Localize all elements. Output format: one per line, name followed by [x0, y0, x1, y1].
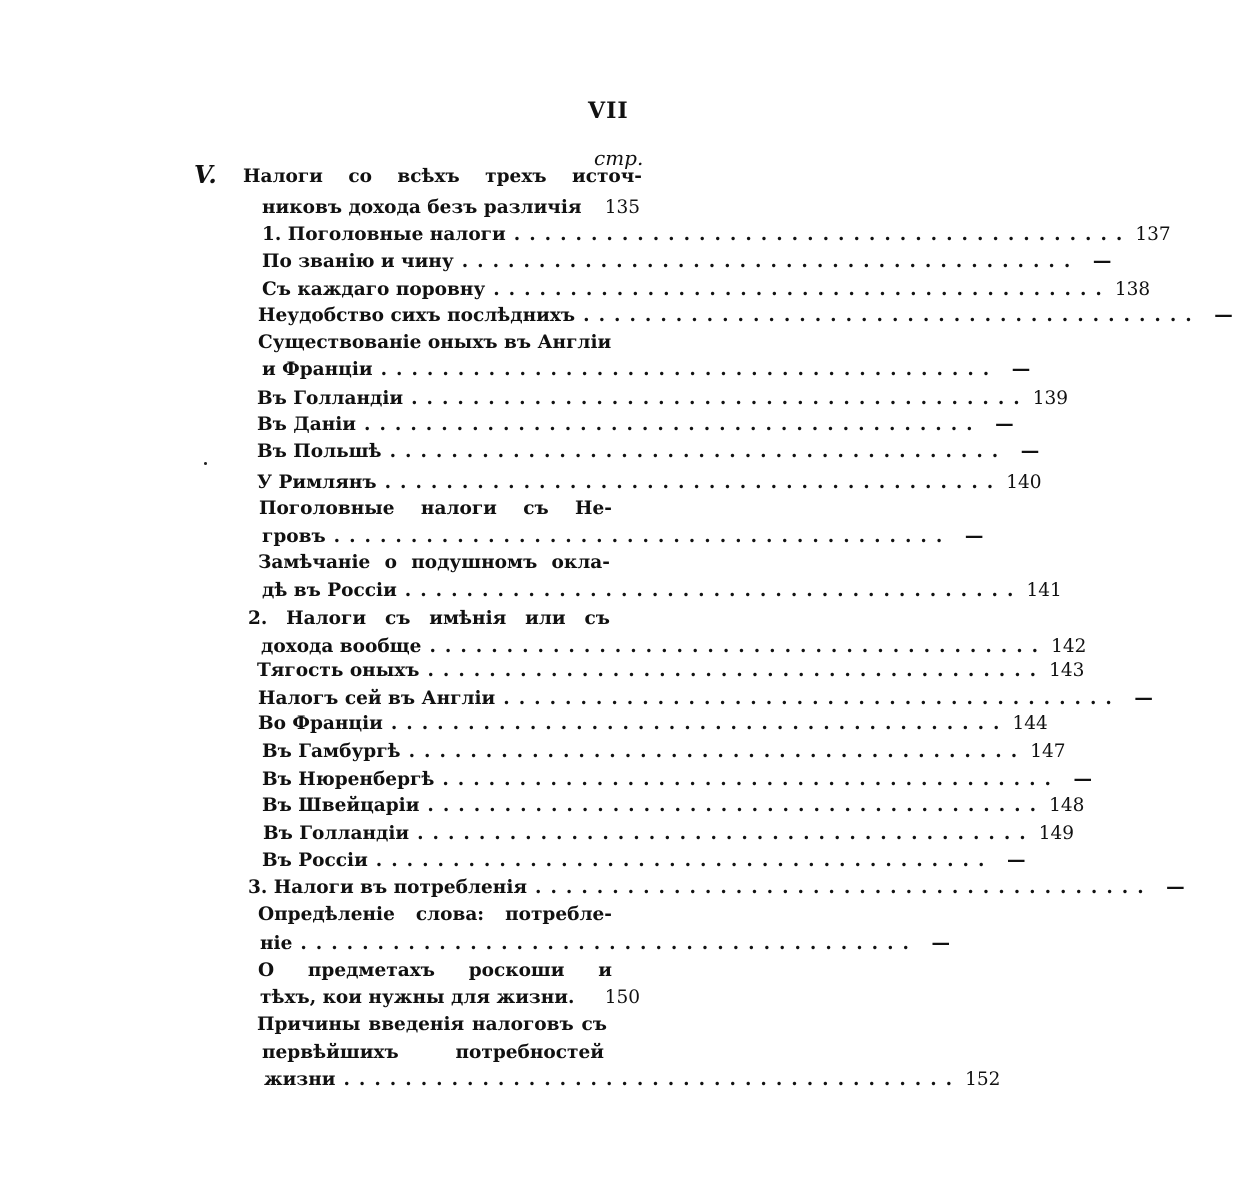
toc-leader-dots: ........................................	[389, 441, 1008, 462]
toc-entry-page: 138	[1114, 279, 1151, 300]
toc-leader-dots: ........................................	[535, 877, 1153, 898]
toc-leader-dots: ........................................	[427, 795, 1046, 816]
toc-leader-dots: ........................................	[513, 224, 1132, 245]
toc-entry-page: —	[995, 414, 1014, 435]
toc-leader-dots: ........................................	[380, 359, 999, 380]
toc-leader-dots: ........................................	[429, 636, 1048, 657]
toc-leader-dots: ........................................	[461, 251, 1080, 272]
toc-entry-title: Въ Россіи	[262, 850, 368, 871]
toc-entry	[248, 877, 1185, 904]
toc-leader-dots: ........................................	[583, 305, 1201, 326]
toc-leader-dots: ........................................	[300, 933, 918, 954]
toc-entry-title: 3. Налоги въ потребленія	[248, 877, 528, 898]
toc-entry-page: 135	[604, 197, 640, 218]
toc-entry-word: Налоги	[243, 166, 323, 187]
toc-entry-word: Налоги	[286, 608, 367, 629]
toc-entry-title: По званію и чину	[262, 251, 454, 272]
toc-leader-dots: ........................................	[417, 823, 1035, 844]
toc-entry-title: Въ Голландіи	[263, 823, 410, 844]
toc-entry-title: Во Франціи	[258, 713, 383, 734]
toc-entry-title: Въ Польшѣ	[257, 441, 382, 462]
toc-entry-word: Замѣчаніе	[258, 552, 371, 573]
toc-entry-title: У Римлянъ	[257, 472, 377, 493]
toc-entry-word: введенія	[368, 1014, 465, 1035]
toc-entry-title: дѣ въ Россіи	[262, 580, 397, 601]
toc-entry	[258, 904, 612, 931]
toc-entry-page: —	[964, 526, 984, 547]
toc-entry-page: 150	[604, 987, 640, 1008]
section-marker: V.	[194, 160, 217, 189]
toc-entry	[263, 823, 1075, 850]
toc-entry-title: и Франціи	[262, 359, 373, 380]
toc-entry	[262, 741, 1066, 768]
toc-leader-dots: ........................................	[375, 850, 994, 871]
toc-entry	[257, 414, 1014, 441]
toc-entry-page: 152	[965, 1069, 1001, 1090]
toc-leader-dots: ........................................	[390, 713, 1009, 734]
toc-entry-page: 140	[1006, 472, 1042, 493]
toc-leader-dots: ........................................	[343, 1069, 962, 1090]
toc-entry	[257, 1014, 607, 1041]
toc-entry-word: Причины	[257, 1014, 361, 1035]
toc-entry-word: со	[348, 166, 372, 187]
toc-entry	[258, 332, 612, 359]
toc-entry	[261, 636, 1087, 663]
toc-entry-word: Опредѣленіе	[258, 904, 395, 925]
toc-entry	[258, 713, 1048, 740]
toc-entry	[262, 251, 1112, 278]
toc-entry	[260, 933, 950, 960]
toc-entry-word: съ	[523, 498, 549, 519]
toc-entry-page: —	[931, 933, 950, 954]
toc-entry-word: предметахъ	[307, 960, 435, 981]
toc-entry-title: Въ Голландіи	[257, 388, 404, 409]
toc-entry-word: Не-	[575, 498, 612, 519]
toc-entry-word: трехъ	[485, 166, 547, 187]
toc-entry-word: съ	[584, 608, 610, 629]
toc-leader-dots: ........................................	[442, 769, 1060, 790]
toc-entry	[262, 197, 640, 224]
toc-entry	[257, 388, 1069, 415]
toc-entry-word: источ-	[571, 166, 642, 187]
toc-entry-page: 144	[1012, 713, 1048, 734]
toc-entry	[259, 498, 612, 525]
toc-entry-page: 141	[1026, 580, 1062, 601]
toc-entry-page: 139	[1032, 388, 1069, 409]
toc-entry-page: 142	[1051, 636, 1087, 657]
toc-entry-word: съ	[384, 608, 411, 629]
toc-entry	[262, 224, 1171, 251]
toc-entry-title: Въ Гамбургѣ	[262, 741, 401, 762]
toc-entry-word: О	[258, 960, 275, 981]
toc-leader-dots: ........................................	[493, 279, 1111, 300]
toc-leader-dots: ........................................	[384, 472, 1003, 493]
toc-entry-word: съ	[581, 1014, 607, 1035]
toc-entry-page: —	[1214, 305, 1233, 326]
toc-entry-word: потребле-	[505, 904, 612, 925]
toc-entry-title: Въ Даніи	[257, 414, 356, 435]
toc-entry	[262, 580, 1062, 607]
toc-entry-word: налоговъ	[472, 1014, 574, 1035]
toc-entry-title: Въ Швейцаріи	[262, 795, 420, 816]
toc-entry-word: Поголовные	[259, 498, 395, 519]
toc-entry	[248, 608, 610, 635]
toc-entry	[264, 1069, 1001, 1096]
toc-entry-page: 149	[1038, 823, 1075, 844]
toc-entry-page: 147	[1030, 741, 1066, 762]
toc-entry-title: Тягость оныхъ	[257, 660, 420, 681]
toc-entry-page: 148	[1049, 795, 1085, 816]
toc-entry-page: —	[1020, 441, 1040, 462]
toc-entry	[258, 960, 612, 987]
toc-entry	[257, 660, 1085, 687]
toc-entry-word: и	[598, 960, 612, 981]
toc-entry-title: тѣхъ, кои нужны для жизни.	[260, 987, 575, 1008]
toc-entry	[257, 441, 1040, 468]
toc-entry-title: Въ Нюренбергѣ	[262, 769, 435, 790]
toc-entry-word: налоги	[420, 498, 497, 519]
toc-leader-dots: ........................................	[364, 414, 982, 435]
toc-entry	[262, 850, 1026, 877]
toc-entry-word: или	[525, 608, 566, 629]
toc-entry	[257, 472, 1042, 499]
toc-entry-word: всѣхъ	[397, 166, 460, 187]
toc-leader-dots: ........................................	[427, 660, 1046, 681]
ink-speck	[204, 462, 207, 465]
toc-entry	[260, 987, 640, 1014]
toc-entry-page: —	[1134, 688, 1153, 709]
toc-entry-word: роскоши	[468, 960, 565, 981]
toc-entry	[262, 769, 1092, 796]
toc-entry-page: —	[1006, 850, 1026, 871]
toc-leader-dots: ........................................	[411, 388, 1029, 409]
toc-entry-word: первѣйшихъ	[262, 1042, 399, 1063]
toc-entry-title: Неудобство сихъ послѣднихъ	[258, 305, 576, 326]
toc-entry-page: —	[1073, 769, 1092, 790]
toc-entry-title: 1. Поголовные налоги	[262, 224, 506, 245]
toc-entry-title: гровъ	[262, 526, 326, 547]
toc-entry-title: Существованіе оныхъ въ Англіи	[258, 332, 612, 353]
toc-entry-title: дохода вообще	[261, 636, 422, 657]
toc-entry-title: жизни	[264, 1069, 336, 1090]
toc-entry	[262, 279, 1151, 306]
toc-entry-title: никовъ дохода безъ различія	[262, 197, 582, 218]
toc-entry-word: имѣнія	[429, 608, 507, 629]
toc-entry	[262, 795, 1085, 822]
toc-entry-page: —	[1011, 359, 1031, 380]
toc-entry-page: 137	[1135, 224, 1171, 245]
toc-entry-page: —	[1166, 877, 1185, 898]
toc-entry	[262, 526, 984, 553]
toc-leader-dots: ........................................	[503, 688, 1121, 709]
page-column-header: стр.	[594, 146, 644, 170]
toc-entry-word: 2.	[248, 608, 268, 629]
toc-entry	[243, 166, 642, 193]
toc-entry	[262, 1042, 604, 1069]
toc-entry-page: —	[1092, 251, 1112, 272]
toc-entry-page: 143	[1049, 660, 1085, 681]
toc-entry-word: о	[384, 552, 397, 573]
toc-leader-dots: ........................................	[404, 580, 1023, 601]
toc-entry	[258, 305, 1233, 332]
toc-entry	[258, 552, 610, 579]
toc-entry-word: подушномъ	[411, 552, 538, 573]
toc-entry-title: ніе	[260, 933, 293, 954]
toc-entry-title: Налогъ сей въ Англіи	[258, 688, 496, 709]
page-number: VII	[588, 98, 629, 124]
toc-entry-word: потребностей	[455, 1042, 604, 1063]
toc-entry-word: окла-	[551, 552, 610, 573]
toc-entry	[258, 688, 1153, 715]
toc-entry-word: слова:	[415, 904, 485, 925]
toc-leader-dots: ........................................	[333, 526, 952, 547]
toc-entry	[262, 359, 1031, 386]
toc-leader-dots: ........................................	[408, 741, 1027, 762]
toc-entry-title: Съ каждаго поровну	[262, 279, 486, 300]
